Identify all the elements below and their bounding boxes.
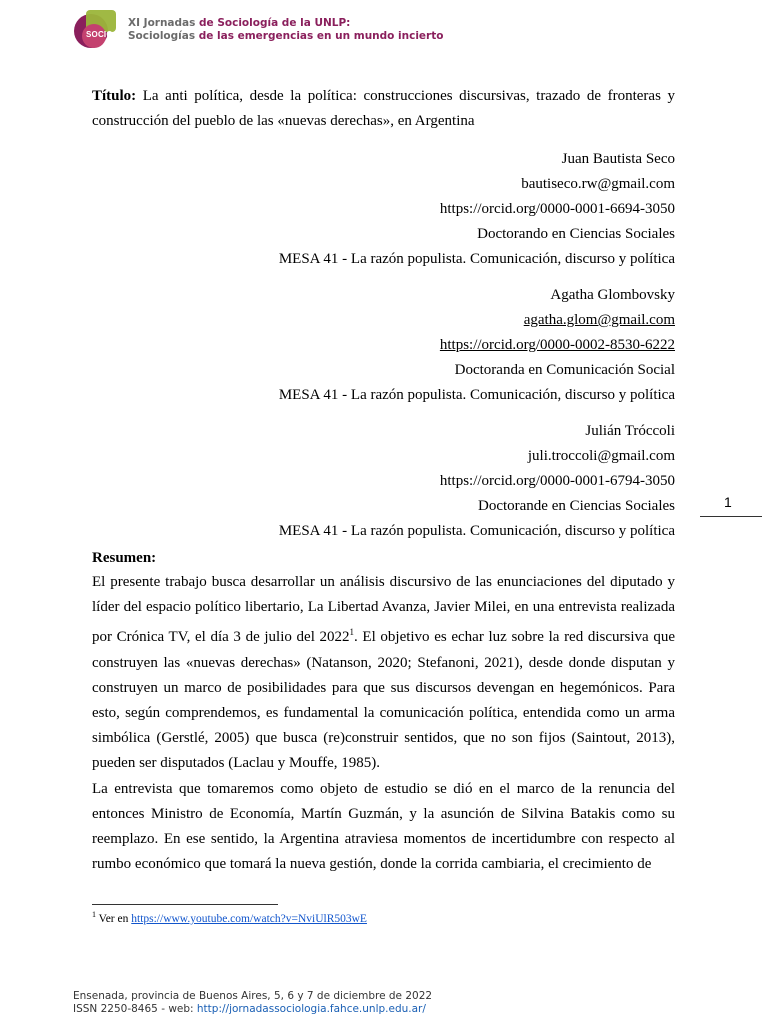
footnote-text: Ver en xyxy=(96,912,132,925)
footnote-separator xyxy=(92,904,278,905)
author-mesa: MESA 41 - La razón populista. Comunicación, discurso y política xyxy=(278,387,675,403)
author-email: juli.troccoli@gmail.com xyxy=(527,448,675,464)
author-orcid: https://orcid.org/0000-0001-6694-3050 xyxy=(439,201,675,217)
author-email-link[interactable]: agatha.glom@gmail.com xyxy=(523,312,675,328)
abstract-paragraph-part1: El presente trabajo busca desarrollar un análisis discursivo de las enunciaciones del diputado y líder del espacio político libertario, La Libertad Avanza, Javier Milei, en una entrevista realizada por Crónica TV, el día 3 de julio del 2022 xyxy=(92,574,675,646)
conference-title-line1-prefix: XI Jornadas xyxy=(128,17,200,29)
logo-text: SOCIO xyxy=(86,30,113,39)
author-name: Juan Bautista Seco xyxy=(561,151,675,167)
footnote-link[interactable]: https://www.youtube.com/watch?v=NviUlR503wE xyxy=(131,912,367,925)
author-degree: Doctorande en Ciencias Sociales xyxy=(477,498,675,514)
paper-title-text: La anti política, desde la política: construcciones discursivas, trazado de fronteras y construcción del pueblo de las «nuevas derechas», en Argentina xyxy=(92,88,675,129)
footer-issn: ISSN 2250-8465 - web: xyxy=(73,1003,197,1015)
author-block xyxy=(92,419,675,544)
author-degree: Doctoranda en Comunicación Social xyxy=(454,362,675,378)
author-name: Julián Tróccoli xyxy=(585,423,675,439)
page-footer xyxy=(73,990,432,1016)
author-block xyxy=(92,283,675,408)
footnote-mark: 1 xyxy=(92,910,96,919)
footer-web-link[interactable]: http://jornadassociologia.fahce.unlp.edu.ar/ xyxy=(196,1003,426,1015)
abstract-heading: Resumen: xyxy=(92,550,157,566)
abstract-paragraph xyxy=(92,570,675,777)
author-name: Agatha Glombovsky xyxy=(550,287,675,303)
conference-logo xyxy=(72,10,118,50)
paper-body xyxy=(92,84,675,877)
author-mesa: MESA 41 - La razón populista. Comunicación, discurso y política xyxy=(278,523,675,539)
author-block xyxy=(92,147,675,272)
author-mesa: MESA 41 - La razón populista. Comunicación, discurso y política xyxy=(278,251,675,267)
footer-location: Ensenada, provincia de Buenos Aires, 5, 6 y 7 de diciembre de 2022 xyxy=(73,990,433,1002)
conference-title-line2-prefix: Sociologías xyxy=(128,30,199,42)
paper-title xyxy=(92,84,675,134)
conference-title xyxy=(128,17,443,43)
author-degree: Doctorando en Ciencias Sociales xyxy=(477,226,675,242)
author-email: bautiseco.rw@gmail.com xyxy=(521,176,675,192)
author-orcid-link[interactable]: https://orcid.org/0000-0002-8530-6222 xyxy=(439,337,675,353)
abstract-paragraph: La entrevista que tomaremos como objeto de estudio se dió en el marco de la renuncia del entonces Ministro de Economía, Martín Guzmán, y la asunción de Silvina Batakis como su reemplazo. En ese sentido, la Argentina atraviesa momentos de incertidumbre con respecto al rumbo económico que tomará la nueva gestión, donde la corrida cambiaria, el crecimiento de xyxy=(92,780,675,873)
conference-title-line2-emph: de las emergencias en un mundo incierto xyxy=(198,30,444,42)
page-number: 1 xyxy=(724,494,732,510)
author-orcid: https://orcid.org/0000-0001-6794-3050 xyxy=(439,473,675,489)
page-number-rule xyxy=(700,516,762,517)
footnote-reference[interactable]: 1 xyxy=(349,627,355,638)
paper-title-label: Título: xyxy=(92,88,137,104)
abstract-paragraph-part2: . El objetivo es echar luz sobre la red discursiva que construyen las «nuevas derechas» (Natanson, 2020; Stefanoni, 2021), desde donde disputan y construyen un marco de posibilidades para que sus discursos devengan en hegemónicos. Para esto, según comprendemos, es fundamental la comunicación política, entendida como un arma simbólica (Gerstlé, 2005) que busca (re)construir sentidos, que no son fijos (Saintout, 2013), pueden ser disputados (Laclau y Mouffe, 1985). xyxy=(92,629,675,772)
conference-title-line1-emph: de Sociología de la UNLP: xyxy=(199,17,351,29)
footnote xyxy=(92,910,367,925)
